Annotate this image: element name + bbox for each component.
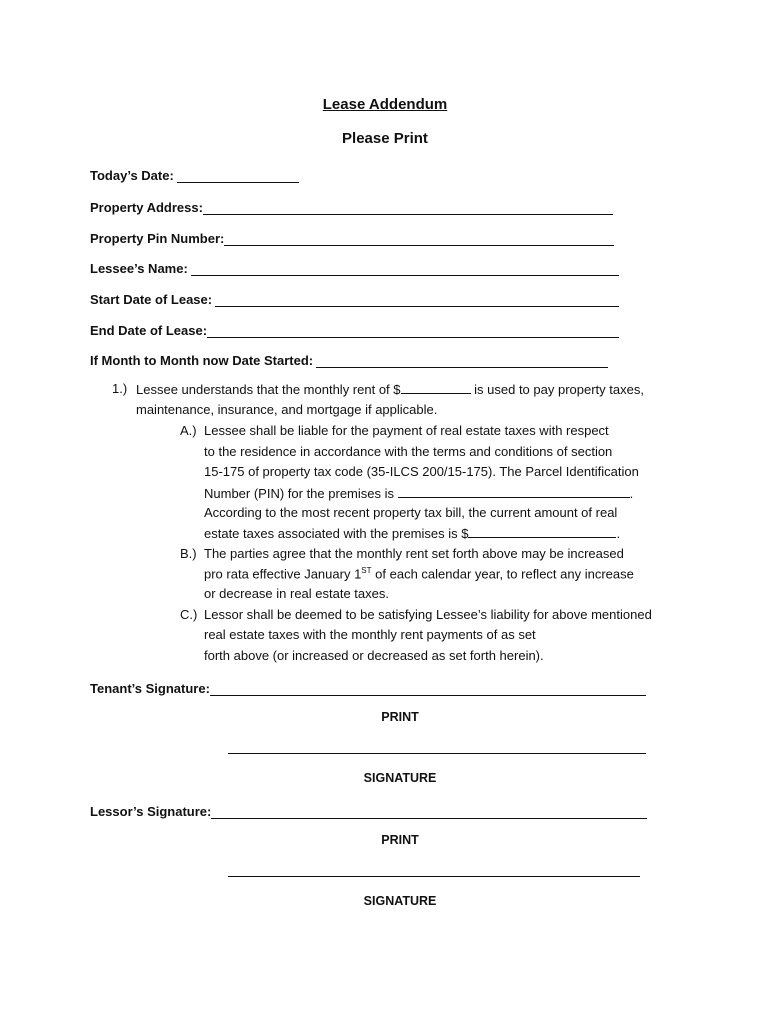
- document-subtitle: Please Print: [342, 130, 428, 147]
- clause-b-line-2: [204, 566, 634, 581]
- clause-1-line-1: [136, 381, 644, 397]
- lessee-name-line[interactable]: [191, 261, 619, 276]
- lessee-name-label: Lessee’s Name:: [90, 261, 188, 276]
- clause-a-line-6: [204, 525, 620, 541]
- lessor-signature-line[interactable]: [211, 804, 647, 819]
- start-date-label: Start Date of Lease:: [90, 292, 213, 307]
- todays-date-label: Today’s Date:: [90, 168, 174, 183]
- tenant-signature-line[interactable]: [210, 681, 646, 696]
- end-date-label: End Date of Lease:: [90, 323, 208, 338]
- clause-b-text-a: pro rata effective January 1: [204, 566, 362, 582]
- property-address-line[interactable]: [203, 200, 613, 215]
- property-address-field[interactable]: [90, 197, 613, 215]
- clause-b-label: B.): [180, 546, 197, 561]
- lessor-signature-caption: SIGNATURE: [363, 894, 437, 908]
- clause-a-pin-period: .: [629, 486, 634, 501]
- clause-b-line-1: The parties agree that the monthly rent set forth above may be increased: [204, 546, 624, 561]
- end-date-field[interactable]: [90, 320, 619, 338]
- clause-b-superscript: ST: [361, 566, 372, 575]
- pin-blank[interactable]: [398, 485, 630, 498]
- month-to-month-label: If Month to Month now Date Started:: [90, 353, 314, 368]
- lessor-print-label: PRINT: [381, 833, 419, 847]
- tenant-print-line[interactable]: [228, 753, 646, 754]
- clause-a-pin-text: Number (PIN) for the premises is: [204, 486, 394, 501]
- tenant-signature-label: Tenant’s Signature:: [90, 681, 210, 696]
- property-pin-field[interactable]: [90, 228, 614, 246]
- clause-a-line-1: Lessee shall be liable for the payment of real estate taxes with respect: [204, 423, 609, 438]
- clause-1-number: 1.): [112, 381, 128, 396]
- clause-c-line-2: real estate taxes with the monthly rent payments of as set: [204, 627, 536, 642]
- tenant-signature-caption: SIGNATURE: [363, 771, 437, 785]
- clause-1-line-2: maintenance, insurance, and mortgage if applicable.: [136, 402, 438, 417]
- clause-a-line-5: According to the most recent property tax bill, the current amount of real: [204, 505, 618, 520]
- start-date-line[interactable]: [215, 292, 619, 307]
- property-pin-label: Property Pin Number:: [90, 231, 225, 246]
- property-address-label: Property Address:: [90, 200, 203, 215]
- month-to-month-field[interactable]: [90, 350, 608, 368]
- lessor-signature-field[interactable]: [90, 801, 647, 819]
- lessee-name-field[interactable]: [90, 258, 619, 276]
- clause-a-line-4: [204, 485, 633, 501]
- clause-a-taxes-period: .: [616, 526, 621, 541]
- monthly-rent-blank[interactable]: [401, 381, 471, 394]
- tenant-signature-field[interactable]: [90, 678, 646, 696]
- todays-date-line[interactable]: [177, 168, 299, 183]
- tenant-print-label: PRINT: [381, 710, 419, 724]
- end-date-line[interactable]: [207, 323, 619, 338]
- clause-a-label: A.): [180, 423, 197, 438]
- start-date-field[interactable]: [90, 289, 619, 307]
- month-to-month-line[interactable]: [316, 353, 608, 368]
- clause-1-text-a: Lessee understands that the monthly rent of $: [136, 382, 401, 397]
- property-pin-line[interactable]: [224, 231, 614, 246]
- clause-c-line-1: Lessor shall be deemed to be satisfying Lessee’s liability for above mentioned: [204, 607, 652, 622]
- clause-c-label: C.): [180, 607, 198, 622]
- taxes-amount-blank[interactable]: [468, 525, 616, 538]
- clause-1-text-b: is used to pay property taxes,: [474, 382, 644, 397]
- lessor-signature-label: Lessor’s Signature:: [90, 804, 212, 819]
- clause-a-line-3: 15-175 of property tax code (35-ILCS 200/15-175). The Parcel Identification: [204, 464, 639, 479]
- lessor-print-line[interactable]: [228, 876, 640, 877]
- clause-a-line-2: to the residence in accordance with the terms and conditions of section: [204, 444, 613, 459]
- clause-b-text-b: of each calendar year, to reflect any increase: [375, 566, 634, 582]
- todays-date-field[interactable]: [90, 165, 299, 183]
- clause-b-line-3: or decrease in real estate taxes.: [204, 586, 389, 601]
- clause-c-line-3: forth above (or increased or decreased as set forth herein).: [204, 648, 544, 663]
- clause-a-taxes-text: estate taxes associated with the premises is $: [204, 526, 469, 541]
- document-title: Lease Addendum: [322, 96, 448, 113]
